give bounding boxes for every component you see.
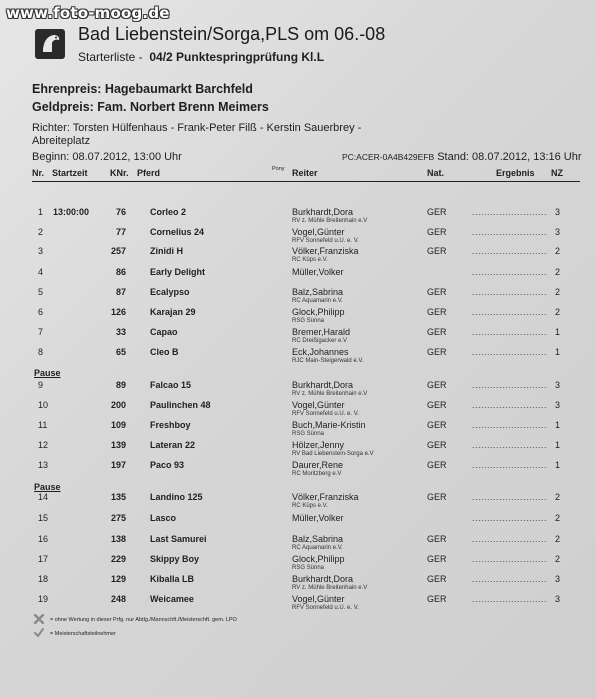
row-horse: Freshboy [150, 420, 191, 430]
row-rider: Bremer,Harald [292, 327, 351, 337]
legend-no-score: = ohne Wertung in dieser Prfg. nur Abtlg./Mannschft./Meisterschft. gem. LPO [50, 617, 237, 623]
row-club: RC Aquamarin e.V. [292, 298, 343, 304]
row-club: RC Küps e.V. [292, 257, 328, 263]
col-ergebnis: Ergebnis [496, 168, 535, 178]
row-nz: 2 [555, 287, 561, 297]
row-club: RC Moritzberg e.V [292, 471, 342, 477]
row-nz: 2 [555, 534, 561, 544]
row-horse: Falcao 15 [150, 380, 192, 390]
stand-time: Stand: 08.07.2012, 13:16 Uhr [437, 151, 582, 163]
result-placeholder: ......................... [472, 327, 548, 337]
row-horse: Cleo B [150, 347, 179, 357]
col-nz: NZ [551, 168, 563, 178]
ehrenpreis: Ehrenpreis: Hagebaumarkt Barchfeld [32, 82, 253, 96]
result-placeholder: ......................... [472, 246, 548, 256]
row-nat: GER [427, 327, 447, 337]
pause-label-1: Pause [34, 368, 61, 378]
result-placeholder: ......................... [472, 492, 548, 502]
row-nr: 15 [38, 513, 49, 523]
subtitle-prefix: Starterliste - [78, 50, 143, 64]
col-pony: Pony [272, 166, 285, 172]
row-rider: Müller,Volker [292, 513, 344, 523]
row-horse: Skippy Boy [150, 554, 200, 564]
row-rider: Buch,Marie-Kristin [292, 420, 366, 430]
col-nat: Nat. [427, 168, 445, 178]
row-nat: GER [427, 492, 447, 502]
col-reiter: Reiter [292, 168, 318, 178]
judges: Richter: Torsten Hülfenhaus - Frank-Peter Filß - Kerstin Sauerbrey - Abreiteplatz [32, 122, 362, 147]
competition-name: 04/2 Punktespringprüfung Kl.L [149, 50, 325, 64]
row-knr: 257 [110, 246, 126, 256]
row-knr: 200 [110, 400, 126, 410]
row-rider: Vogel,Günter [292, 227, 345, 237]
row-nat: GER [427, 574, 447, 584]
result-placeholder: ......................... [472, 207, 548, 217]
row-nz: 3 [555, 594, 561, 604]
row-nr: 4 [38, 267, 44, 277]
row-horse: Capao [150, 327, 178, 337]
row-rider: Glock,Philipp [292, 554, 345, 564]
stand-info [342, 151, 582, 163]
pause-label-2: Pause [34, 482, 61, 492]
row-rider: Hölzer,Jenny [292, 440, 345, 450]
row-horse: Karajan 29 [150, 307, 196, 317]
result-placeholder: ......................... [472, 513, 548, 523]
row-club: RFV Sonnefeld u.U. e. V. [292, 238, 359, 244]
result-placeholder: ......................... [472, 380, 548, 390]
row-horse: Lasco [150, 513, 177, 523]
row-time: 13:00:00 [53, 207, 90, 217]
row-knr: 76 [115, 207, 126, 217]
row-horse: Ecalypso [150, 287, 190, 297]
legend-champion: = Meisterschaftsteilnehmer [50, 631, 116, 637]
row-knr: 248 [110, 594, 126, 604]
row-club: RFV Sonnefeld u.U. e. V. [292, 605, 359, 611]
row-horse: Corleo 2 [150, 207, 187, 217]
row-nz: 3 [555, 207, 561, 217]
begin-time: Beginn: 08.07.2012, 13:00 Uhr [32, 151, 182, 163]
row-nz: 2 [555, 307, 561, 317]
row-horse: Landino 125 [150, 492, 203, 502]
row-nr: 2 [38, 227, 44, 237]
row-knr: 77 [115, 227, 126, 237]
row-nat: GER [427, 380, 447, 390]
row-nat: GER [427, 460, 447, 470]
row-knr: 65 [115, 347, 126, 357]
row-nz: 3 [555, 400, 561, 410]
row-nz: 2 [555, 554, 561, 564]
row-knr: 275 [110, 513, 126, 523]
row-nz: 2 [555, 492, 561, 502]
row-knr: 129 [110, 574, 126, 584]
row-nr: 6 [38, 307, 44, 317]
row-nat: GER [427, 400, 447, 410]
header-rule [32, 181, 580, 182]
row-nat: GER [427, 227, 447, 237]
row-horse: Early Delight [150, 267, 206, 277]
row-rider: Burkhardt,Dora [292, 207, 354, 217]
row-nr: 9 [38, 380, 44, 390]
row-rider: Burkhardt,Dora [292, 380, 354, 390]
row-rider: Vogel,Günter [292, 594, 345, 604]
row-nz: 2 [555, 246, 561, 256]
result-placeholder: ......................... [472, 267, 548, 277]
page-title: Bad Liebenstein/Sorga,PLS om 06.-08 [78, 24, 386, 44]
result-placeholder: ......................... [472, 554, 548, 564]
result-placeholder: ......................... [472, 347, 548, 357]
row-nr: 3 [38, 246, 44, 256]
row-nz: 1 [555, 440, 561, 450]
row-knr: 109 [110, 420, 126, 430]
row-knr: 89 [115, 380, 126, 390]
result-placeholder: ......................... [472, 574, 548, 584]
row-club: RSG Sünna [292, 431, 325, 437]
row-nr: 1 [38, 207, 44, 217]
row-club: RV Bad Liebenstein-Sorga e.V [292, 451, 374, 457]
row-rider: Balz,Sabrina [292, 287, 344, 297]
row-rider: Völker,Franziska [292, 492, 359, 502]
row-knr: 229 [110, 554, 126, 564]
row-horse: Zinidi H [150, 246, 183, 256]
watermark: www.foto-moog.de [6, 4, 170, 22]
row-nr: 13 [38, 460, 49, 470]
row-club: RJC Main-Steigerwald e.V. [292, 358, 364, 364]
row-nz: 1 [555, 460, 561, 470]
row-horse: Weicamee [150, 594, 194, 604]
result-placeholder: ......................... [472, 440, 548, 450]
row-club: RSG Sünna [292, 565, 325, 571]
row-nz: 3 [555, 574, 561, 584]
col-pferd: Pferd [137, 168, 161, 178]
fn-logo-icon [34, 28, 66, 60]
row-nat: GER [427, 287, 447, 297]
row-knr: 138 [110, 534, 126, 544]
row-nat: GER [427, 554, 447, 564]
row-club: RC Aquamarin e.V. [292, 545, 343, 551]
row-rider: Müller,Volker [292, 267, 344, 277]
row-nz: 3 [555, 380, 561, 390]
row-knr: 126 [110, 307, 126, 317]
row-nat: GER [427, 594, 447, 604]
row-club: RC Dreißigacker e.V [292, 338, 348, 344]
row-club: RC Küps e.V. [292, 503, 328, 509]
row-rider: Völker,Franziska [292, 246, 359, 256]
row-nz: 1 [555, 327, 561, 337]
result-placeholder: ......................... [472, 227, 548, 237]
row-nz: 3 [555, 227, 561, 237]
row-nz: 1 [555, 420, 561, 430]
row-knr: 139 [110, 440, 126, 450]
row-nr: 12 [38, 440, 49, 450]
result-placeholder: ......................... [472, 594, 548, 604]
row-nr: 19 [38, 594, 49, 604]
row-nz: 1 [555, 347, 561, 357]
row-nr: 16 [38, 534, 49, 544]
row-horse: Last Samurei [150, 534, 207, 544]
col-nr: Nr. [32, 168, 45, 178]
row-knr: 86 [115, 267, 126, 277]
result-placeholder: ......................... [472, 420, 548, 430]
row-club: RV z. Mühle Breitenhain e.V [292, 391, 368, 397]
row-club: RV z. Mühle Breitenhain e.V [292, 218, 368, 224]
row-rider: Daurer,Rene [292, 460, 344, 470]
result-placeholder: ......................... [472, 307, 548, 317]
row-knr: 87 [115, 287, 126, 297]
row-nr: 10 [38, 400, 49, 410]
row-nr: 11 [38, 420, 48, 430]
no-score-icon [34, 614, 44, 624]
row-horse: Paulinchen 48 [150, 400, 211, 410]
row-nat: GER [427, 440, 447, 450]
row-rider: Burkhardt,Dora [292, 574, 354, 584]
row-nr: 8 [38, 347, 44, 357]
row-nat: GER [427, 347, 447, 357]
row-nat: GER [427, 207, 447, 217]
result-placeholder: ......................... [472, 534, 548, 544]
row-horse: Lateran 22 [150, 440, 196, 450]
row-nr: 5 [38, 287, 44, 297]
row-rider: Balz,Sabrina [292, 534, 344, 544]
row-nat: GER [427, 246, 447, 256]
page-subtitle [78, 50, 324, 64]
row-club: RSG Sünna [292, 318, 325, 324]
geldpreis: Geldpreis: Fam. Norbert Brenn Meimers [32, 100, 269, 114]
result-placeholder: ......................... [472, 460, 548, 470]
row-nat: GER [427, 307, 447, 317]
row-rider: Glock,Philipp [292, 307, 345, 317]
row-nz: 2 [555, 267, 561, 277]
row-rider: Vogel,Günter [292, 400, 345, 410]
checkmark-icon [34, 628, 44, 638]
row-club: RFV Sonnefeld u.U. e. V. [292, 411, 359, 417]
row-knr: 197 [110, 460, 126, 470]
row-knr: 33 [115, 327, 126, 337]
row-nr: 7 [38, 327, 44, 337]
row-nat: GER [427, 534, 447, 544]
row-nr: 14 [38, 492, 49, 502]
row-nr: 17 [38, 554, 49, 564]
row-horse: Cornelius 24 [150, 227, 205, 237]
pc-id: PC:ACER-0A4B429EFB [342, 152, 435, 162]
row-knr: 135 [110, 492, 126, 502]
row-nz: 2 [555, 513, 561, 523]
result-placeholder: ......................... [472, 400, 548, 410]
result-placeholder: ......................... [472, 287, 548, 297]
col-startzeit: Startzeit [52, 168, 88, 178]
row-nat: GER [427, 420, 447, 430]
col-knr: KNr. [110, 168, 129, 178]
row-horse: Kiballa LB [150, 574, 195, 584]
row-club: RV z. Mühle Breitenhain e.V [292, 585, 368, 591]
row-rider: Eck,Johannes [292, 347, 349, 357]
row-horse: Paco 93 [150, 460, 185, 470]
row-nr: 18 [38, 574, 49, 584]
